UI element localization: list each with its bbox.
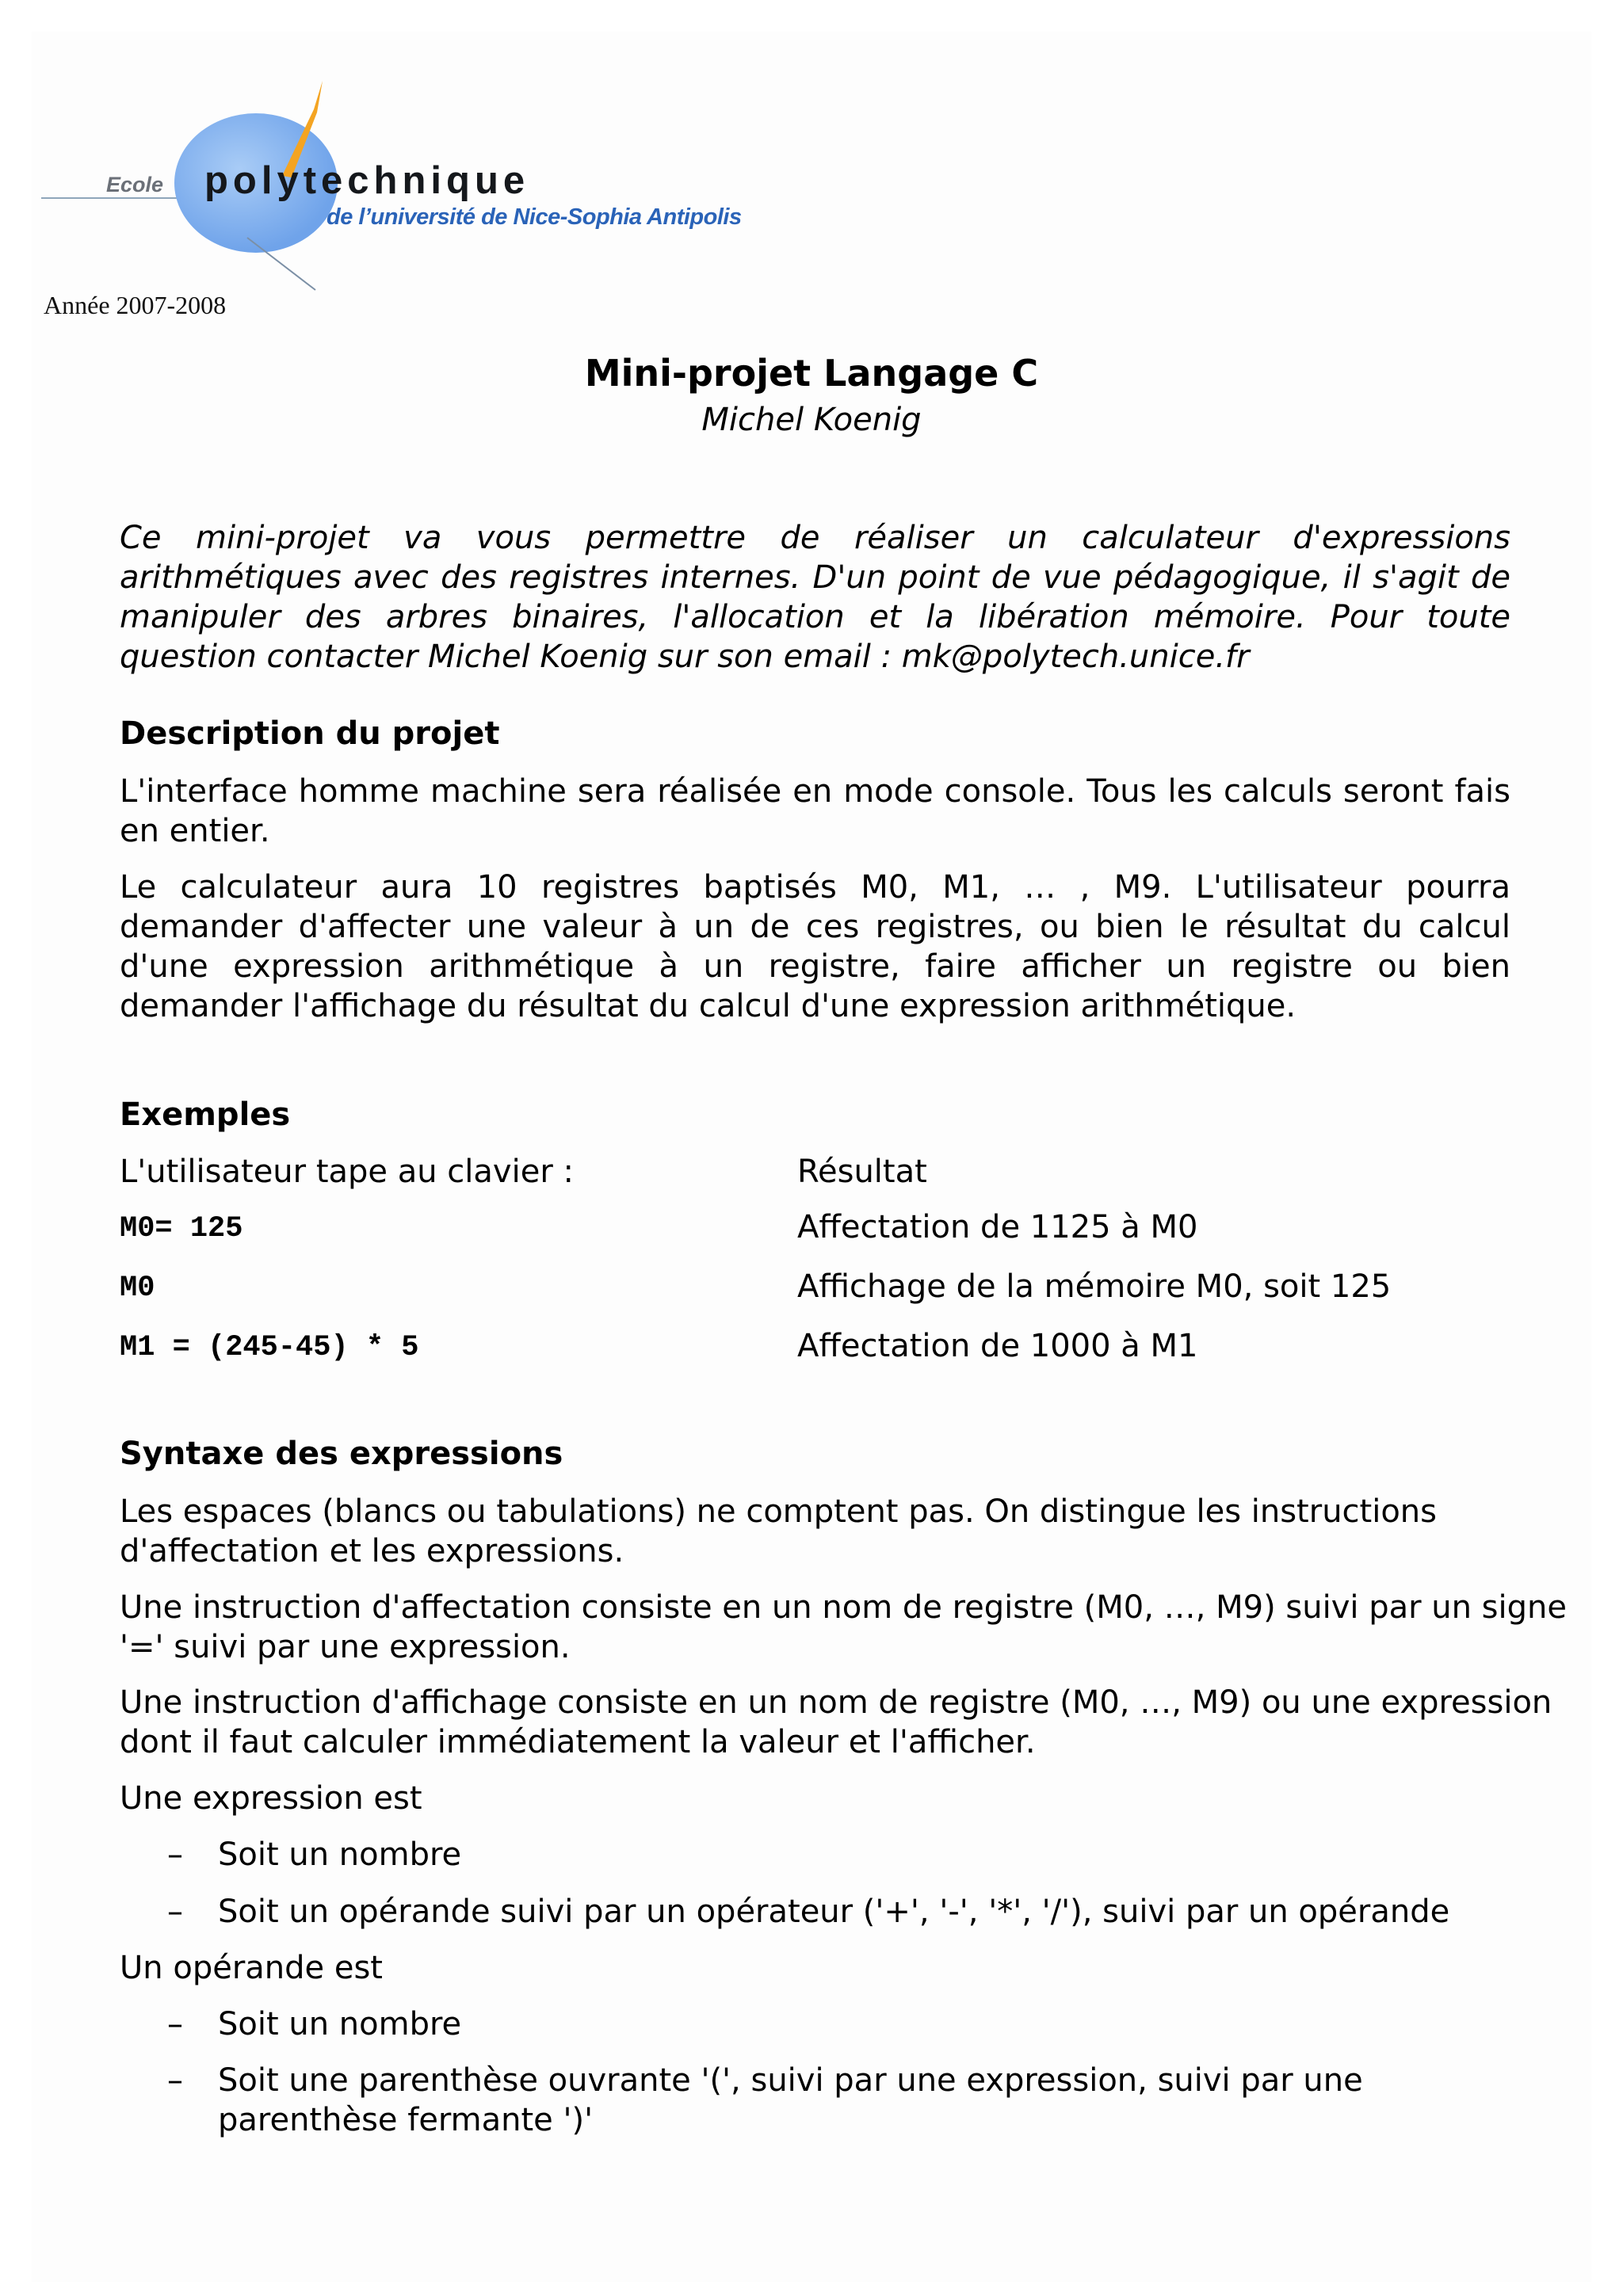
example-row <box>120 1209 1514 1250</box>
list-item-text: Soit un opérande suivi par un opérateur ('+', '-', '*', '/'), suivi par un opérande <box>218 1894 1450 1930</box>
document-title: Mini-projet Langage C <box>584 352 1039 395</box>
syntaxe-paragraph-1: Les espaces (blancs ou tabulations) ne comptent pas. On distingue les instructions d'affectation et les expressions. <box>120 1493 1437 1569</box>
examples-header-row <box>120 1154 1514 1195</box>
heading-exemples: Exemples <box>120 1097 291 1133</box>
dash-bullet: – <box>167 2062 183 2099</box>
description-paragraph-2: Le calculateur aura 10 registres baptisés M0, M1, … , M9. L'utilisateur pourra demander d'affecter une valeur à un de ces registres, ou bien le résultat du calcul d'une expression arithmétique à un registre, faire afficher un registre ou bien demander l'affichage du résultat du calcul d'une expression arithmétique. <box>120 869 1510 1024</box>
school-year: Année 2007-2008 <box>44 291 227 319</box>
example-result: Affectation de 1125 à M0 <box>797 1209 1198 1245</box>
heading-syntaxe: Syntaxe des expressions <box>120 1436 563 1472</box>
heading-description: Description du projet <box>120 715 500 752</box>
syntaxe-paragraph-3: Une instruction d'affichage consiste en un nom de registre (M0, …, M9) ou une expression dont il faut calculer immédiatement la valeur et l'afficher. <box>120 1684 1552 1760</box>
syntaxe-paragraph-2: Une instruction d'affectation consiste en un nom de registre (M0, …, M9) suivi par un signe '=' suivi par une expression. <box>120 1589 1567 1665</box>
logo-polytechnique-text: polytechnique <box>204 159 530 202</box>
example-result: Affichage de la mémoire M0, soit 125 <box>797 1268 1392 1305</box>
document-author: Michel Koenig <box>701 402 922 438</box>
example-input: M0= 125 <box>120 1212 243 1245</box>
expression-intro: Une expression est <box>120 1780 422 1817</box>
example-input: M0 <box>120 1272 155 1305</box>
examples-col-input-header: L'utilisateur tape au clavier : <box>120 1154 574 1190</box>
intro-paragraph: Ce mini-projet va vous permettre de réaliser un calculateur d'expressions arithmétiques avec des registres internes. D'un point de vue pédagogique, il s'agit de manipuler des arbres binaires, l'allocation et la libération mémoire. Pour toute question contacter Michel Koenig sur son email : mk@polytech.unice.fr <box>120 520 1510 675</box>
logo-ecole-text: Ecole <box>106 173 164 196</box>
example-row <box>120 1328 1514 1369</box>
logo-university-text: de l’université de Nice-Sophia Antipolis <box>327 204 742 230</box>
description-paragraph-1: L'interface homme machine sera réalisée en mode console. Tous les calculs seront fais en entier. <box>120 773 1510 849</box>
list-item-text: Soit une parenthèse ouvrante '(', suivi par une expression, suivi par une parenthèse fermante ')' <box>218 2062 1363 2138</box>
example-result: Affectation de 1000 à M1 <box>797 1328 1198 1364</box>
dash-bullet: – <box>167 2006 183 2042</box>
dash-bullet: – <box>167 1836 183 1873</box>
dash-bullet: – <box>167 1894 183 1930</box>
example-input: M1 = (245-45) * 5 <box>120 1331 419 1364</box>
list-item-text: Soit un nombre <box>218 2006 462 2042</box>
example-row <box>120 1268 1514 1310</box>
operande-intro: Un opérande est <box>120 1950 383 1986</box>
list-item-text: Soit un nombre <box>218 1836 462 1873</box>
examples-col-result-header: Résultat <box>797 1154 927 1190</box>
